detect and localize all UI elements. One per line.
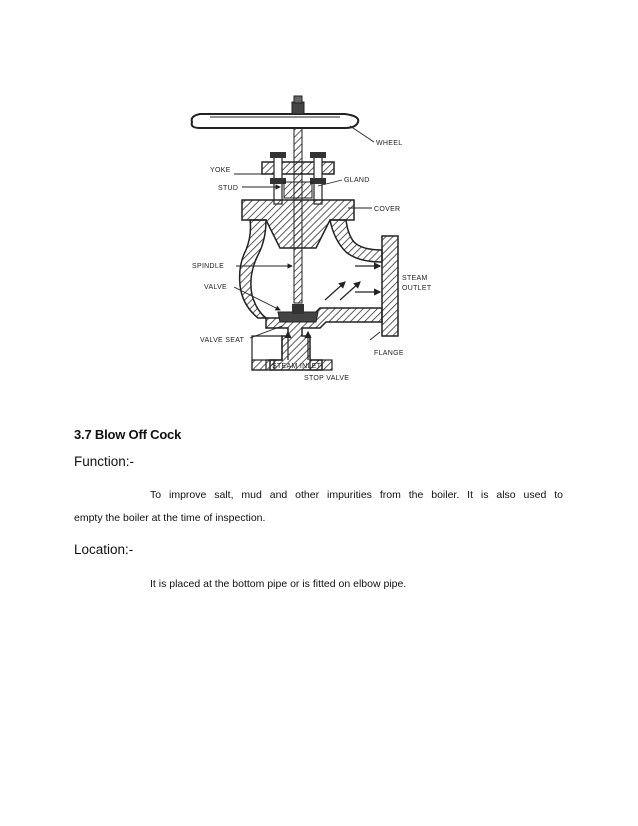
section-heading: 3.7 Blow Off Cock bbox=[74, 427, 182, 442]
function-label: Function:- bbox=[74, 454, 135, 469]
label-valve-seat: VALVE SEAT bbox=[200, 337, 245, 344]
figure-caption: STOP VALVE bbox=[304, 375, 350, 382]
label-wheel: WHEEL bbox=[376, 140, 403, 147]
label-steam-outlet-2: OUTLET bbox=[402, 285, 432, 292]
label-gland: GLAND bbox=[344, 177, 370, 184]
stop-valve-diagram bbox=[170, 70, 470, 415]
label-stud: STUD bbox=[218, 185, 239, 192]
location-label: Location:- bbox=[74, 542, 134, 557]
label-cover: COVER bbox=[374, 206, 401, 213]
location-text: It is placed at the bottom pipe or is fitted on elbow pipe. bbox=[150, 578, 407, 590]
stop-valve-svg bbox=[170, 70, 470, 415]
function-text-line2: empty the boiler at the time of inspection. bbox=[74, 512, 266, 524]
label-yoke: YOKE bbox=[210, 167, 231, 174]
label-valve: VALVE bbox=[204, 284, 228, 291]
label-flange: FLANGE bbox=[374, 350, 404, 357]
label-steam-outlet-1: STEAM bbox=[402, 275, 428, 282]
function-text-line1: To improve salt, mud and other impurities from the boiler. It is also used to bbox=[150, 489, 563, 501]
valve-nut bbox=[292, 304, 304, 314]
label-steam-inlet: STEAM INLET bbox=[272, 363, 322, 370]
label-spindle: SPINDLE bbox=[192, 263, 225, 270]
handwheel bbox=[192, 96, 359, 128]
